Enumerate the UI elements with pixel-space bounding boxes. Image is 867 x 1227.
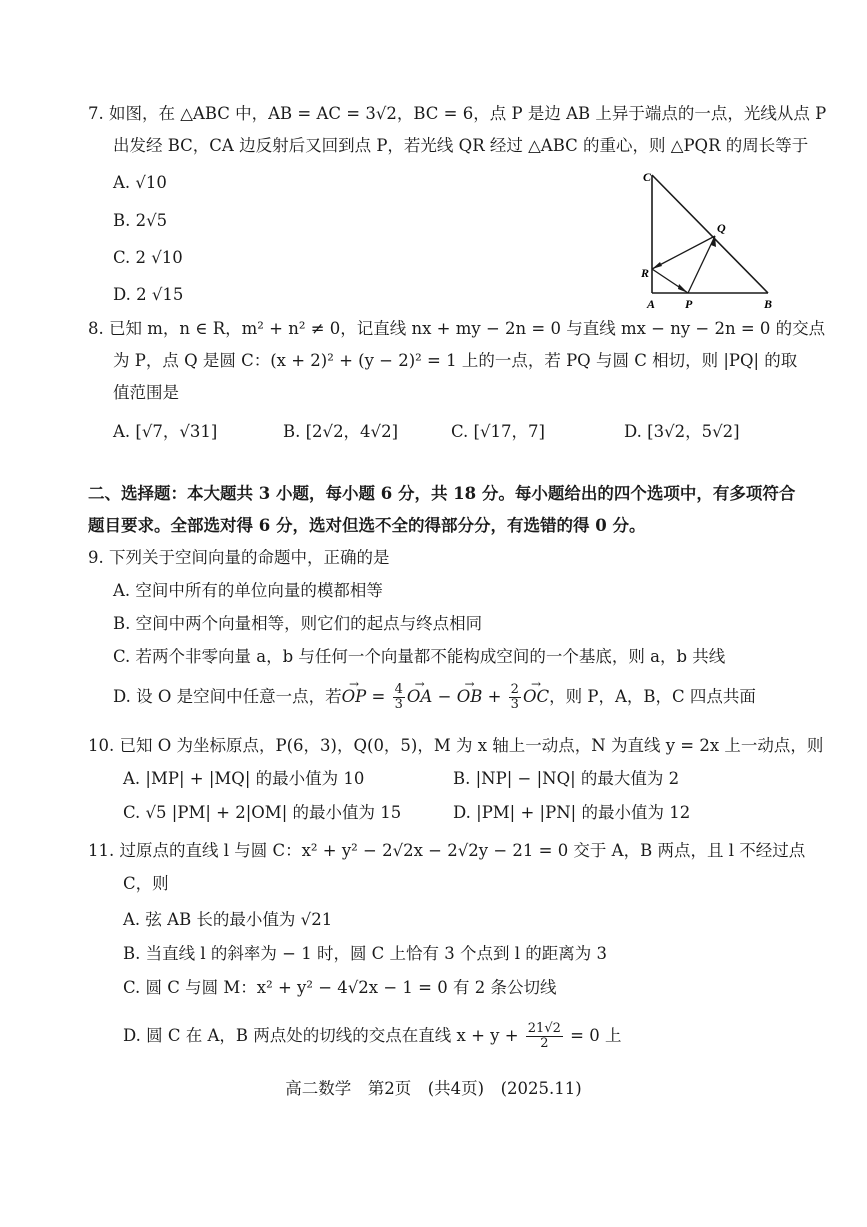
label-p: P — [685, 297, 693, 311]
label-b: B — [764, 297, 773, 311]
fraction-21root2-2: $\frac{21√2}{2}$ — [527, 1021, 561, 1051]
side-bc — [652, 175, 768, 293]
q8-stem-line1: 8. 已知 m，n ∈ R，m² + n² ≠ 0，记直线 nx + my − 2n = 0 与直线 mx − ny − 2n = 0 的交点 — [88, 319, 826, 338]
label-c: C — [643, 170, 652, 184]
vector-ob: → OB — [457, 686, 483, 708]
label-a: A — [647, 297, 656, 311]
label-r: R — [641, 266, 650, 280]
section2-heading-line1: 二、选择题：本大题共 3 小题，每小题 6 分，共 18 分。每小题给出的四个选项中，有多项符合 — [88, 484, 796, 503]
fraction-2-3: $\frac{2}{3}$ — [510, 682, 519, 712]
q11-option-c: C. 圆 C 与圆 M：x² + y² − 4√2x − 1 = 0 有 2 条公切线 — [123, 978, 557, 997]
vector-oa: → OA — [407, 686, 432, 708]
q11-d-prefix: D. 圆 C 在 A，B 两点处的切线的交点在直线 x + y + — [123, 1026, 524, 1045]
ray-pq — [688, 236, 715, 293]
q9-stem: 9. 下列关于空间向量的命题中，正确的是 — [88, 548, 390, 567]
fraction-4-3: $\frac{4}{3}$ — [394, 682, 403, 712]
q9-d-eq: = — [366, 687, 391, 706]
q10-option-d: D. |PM| + |PN| 的最小值为 12 — [453, 803, 691, 822]
q11-option-b: B. 当直线 l 的斜率为 − 1 时，圆 C 上恰有 3 个点到 l 的距离为 3 — [123, 944, 608, 963]
q11-stem-line2: C，则 — [123, 874, 169, 893]
label-q: Q — [717, 221, 726, 235]
q11-option-a: A. 弦 AB 长的最小值为 √21 — [123, 910, 333, 929]
q7-option-b: B. 2√5 — [113, 211, 168, 230]
triangle-figure — [636, 165, 786, 313]
q9-d-minus: − — [432, 687, 457, 706]
q7-option-a: A. √10 — [113, 173, 167, 192]
arrow-rp — [678, 284, 688, 293]
q11-d-suffix: = 0 上 — [564, 1026, 622, 1045]
vector-oc: → OC — [523, 686, 549, 708]
q9-option-d — [113, 683, 756, 712]
q9-option-a: A. 空间中所有的单位向量的模都相等 — [113, 581, 383, 600]
q7-option-d: D. 2 √15 — [113, 285, 184, 304]
q10-option-a: A. |MP| + |MQ| 的最小值为 10 — [123, 769, 365, 788]
section2-heading-line2: 题目要求。全部选对得 6 分，选对但选不全的得部分分，有选错的得 0 分。 — [88, 516, 646, 535]
vector-op: → OP — [342, 686, 367, 708]
q9-option-b: B. 空间中两个向量相等，则它们的起点与终点相同 — [113, 614, 483, 633]
q9-d-plus: + — [482, 687, 507, 706]
q9-d-suffix: ，则 P，A，B，C 四点共面 — [549, 687, 756, 706]
q11-option-d — [123, 1022, 621, 1051]
arrow-qr — [652, 262, 662, 269]
q8-stem-line2: 为 P，点 Q 是圆 C：(x + 2)² + (y − 2)² = 1 上的一点，若 PQ 与圆 C 相切，则 |PQ| 的取 — [113, 351, 798, 370]
q8-option-a: A. [√7，√31] — [113, 422, 218, 441]
q9-option-c: C. 若两个非零向量 a，b 与任何一个向量都不能构成空间的一个基底，则 a，b 共线 — [113, 647, 726, 666]
q7-stem-line2: 出发经 BC，CA 边反射后又回到点 P，若光线 QR 经过 △ABC 的重心，则 △PQR 的周长等于 — [113, 136, 809, 155]
q10-stem: 10. 已知 O 为坐标原点，P(6，3)，Q(0，5)，M 为 x 轴上一动点，N 为直线 y = 2x 上一动点，则 — [88, 736, 824, 755]
q8-option-c: C. [√17，7] — [451, 422, 545, 441]
q8-option-b: B. [2√2，4√2] — [283, 422, 399, 441]
q10-option-b: B. |NP| − |NQ| 的最大值为 2 — [453, 769, 680, 788]
q7-option-c: C. 2 √10 — [113, 248, 183, 267]
q8-option-d: D. [3√2，5√2] — [624, 422, 740, 441]
q9-d-prefix: D. 设 O 是空间中任意一点，若 — [113, 687, 342, 706]
ray-qr — [652, 236, 715, 269]
page-footer: 高二数学 第2页 (共4页) (2025.11) — [285, 1079, 582, 1098]
q7-stem-line1: 7. 如图，在 △ABC 中，AB = AC = 3√2，BC = 6，点 P 是边 AB 上异于端点的一点，光线从点 P — [88, 104, 827, 123]
q8-stem-line3: 值范围是 — [113, 383, 179, 402]
q10-option-c: C. √5 |PM| + 2|OM| 的最小值为 15 — [123, 803, 402, 822]
q11-stem-line1: 11. 过原点的直线 l 与圆 C：x² + y² − 2√2x − 2√2y − 21 = 0 交于 A，B 两点，且 l 不经过点 — [88, 841, 806, 860]
